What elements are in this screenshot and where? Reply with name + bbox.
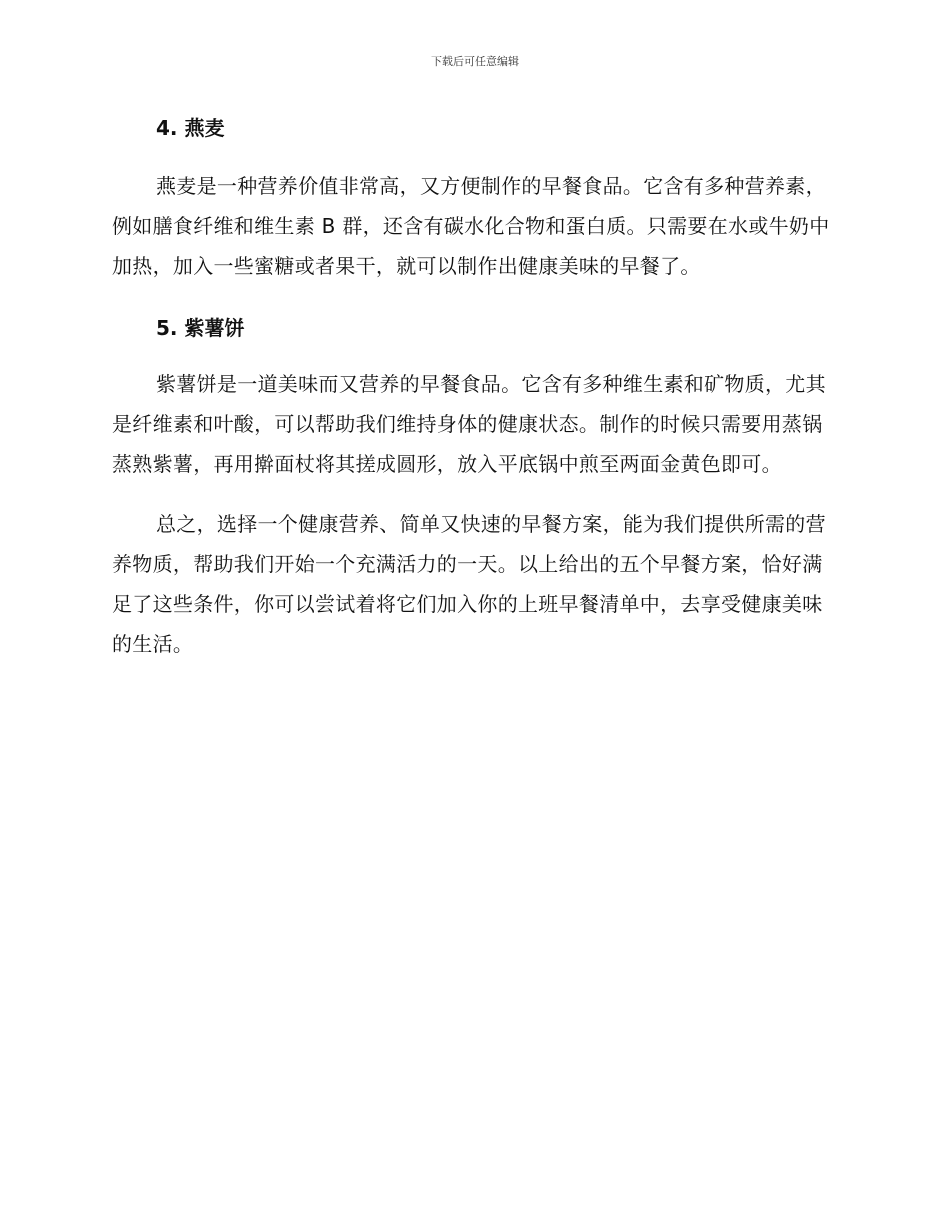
header-note: 下载后可任意编辑 xyxy=(431,55,519,68)
conclusion-paragraph: 总之，选择一个健康营养、简单又快速的早餐方案，能为我们提供所需的营养物质，帮助我们开始一个充满活力的一天。以上给出的五个早餐方案，恰好满足了这些条件，你可以尝试着将它们加入你的上班早餐清单中，去享受健康美味的生活。 xyxy=(112,512,826,656)
section-heading-purple-potato-cake: 5. 紫薯饼 xyxy=(156,316,245,340)
document-body xyxy=(112,110,832,664)
section-heading-oats: 4. 燕麦 xyxy=(156,116,225,140)
section-paragraph-oats: 燕麦是一种营养价值非常高，又方便制作的早餐食品。它含有多种营养素，例如膳食纤维和维生素 B 群，还含有碳水化合物和蛋白质。只需要在水或牛奶中加热，加入一些蜜糖或者果干，就可以制作出健康美味的早餐了。 xyxy=(112,174,830,278)
section-paragraph-purple-potato-cake: 紫薯饼是一道美味而又营养的早餐食品。它含有多种维生素和矿物质，尤其是纤维素和叶酸，可以帮助我们维持身体的健康状态。制作的时候只需要用蒸锅蒸熟紫薯，再用擀面杖将其搓成圆形，放入平底锅中煎至两面金黄色即可。 xyxy=(112,372,826,476)
